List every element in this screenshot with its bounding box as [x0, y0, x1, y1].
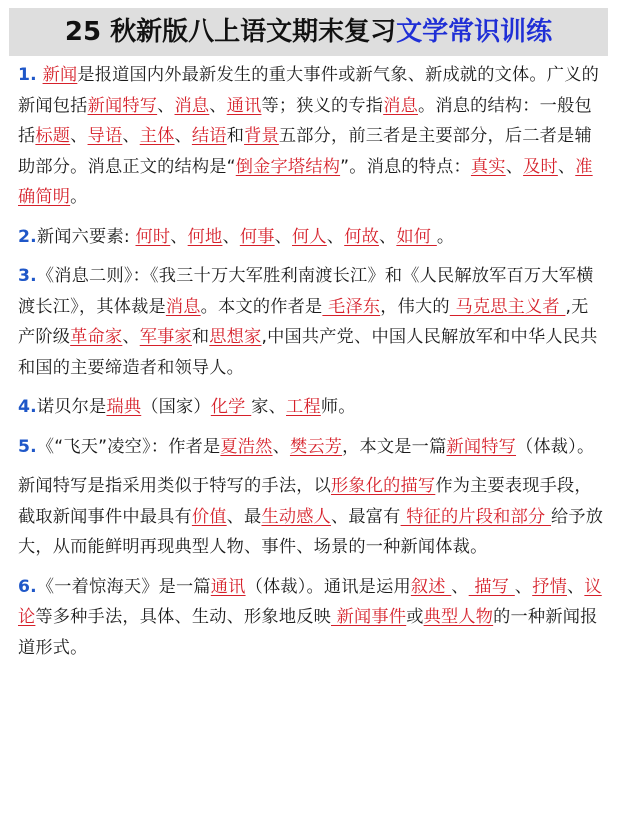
spacer — [18, 423, 604, 432]
answer: 革命家 — [70, 327, 123, 347]
text: ,无产阶级 — [18, 296, 589, 347]
text: （体裁）。 — [516, 436, 595, 457]
text: ”。消息的特点： — [340, 156, 471, 177]
answer: 消息 — [165, 296, 201, 317]
answer: 新闻 — [42, 65, 78, 85]
text: 或 — [406, 607, 424, 627]
section-number: 4. — [18, 397, 37, 417]
answer: 典型人物 — [423, 607, 494, 627]
spacer — [18, 252, 604, 261]
answer: 导语 — [87, 126, 123, 146]
answer: 新闻事件 — [330, 607, 407, 627]
answer: 特征的片段和部分 — [400, 506, 552, 527]
section-5 — [18, 432, 604, 463]
text: （体裁）。通讯是运用 — [245, 576, 411, 597]
text: 师。 — [320, 397, 356, 417]
text: 、 — [170, 226, 188, 247]
answer: 倒金字塔结构 — [235, 156, 341, 177]
answer: 消息 — [174, 95, 210, 116]
title-highlight: 文学常识训练 — [396, 17, 553, 47]
text: 。 — [436, 226, 455, 247]
answer: 新闻特写 — [446, 436, 517, 457]
text: 、 — [378, 226, 397, 247]
section-number: 2. — [18, 226, 37, 247]
answer: 描写 — [468, 576, 515, 597]
answer: 工程 — [286, 397, 321, 417]
text: 等多种手法，具体、生动、形象地反映 — [35, 607, 331, 627]
text: 新闻六要素: — [36, 226, 130, 247]
answer: 如何 — [396, 226, 437, 247]
answer: 抒情 — [532, 576, 567, 597]
text: 《消息二则》：《我三十万大军胜利南渡长江》和《人民解放军百万大军横渡长江》，其体裁是 — [18, 266, 594, 317]
section-2 — [18, 222, 604, 253]
answer: 通讯 — [210, 576, 246, 597]
answer: 形象化的描写 — [330, 476, 436, 496]
text: 、最富有 — [331, 506, 401, 527]
text: 《“飞天”凌空》：作者是 — [36, 436, 221, 457]
text: 、 — [122, 327, 140, 347]
answer: 化学 — [210, 397, 252, 417]
answer: 瑞典 — [106, 397, 142, 417]
page-title — [9, 8, 608, 56]
text: ，伟大的 — [380, 296, 450, 317]
spacer — [18, 563, 604, 572]
spacer — [18, 213, 604, 222]
text: 、 — [451, 576, 469, 597]
text: 新闻特写是指采用类似于特写的手法，以 — [18, 476, 331, 496]
answer: 通讯 — [226, 95, 262, 116]
answer: 思想家 — [209, 327, 262, 347]
section-5-explanation — [18, 471, 604, 563]
answer: 结语 — [191, 126, 227, 146]
answer: 背景 — [244, 126, 279, 146]
answer: 价值 — [191, 506, 227, 527]
answer: 准确简明 — [18, 156, 593, 207]
answer: 生动感人 — [261, 506, 332, 527]
answer: 议论 — [18, 576, 602, 627]
text: 、 — [70, 126, 88, 146]
text: ，本文是一篇 — [342, 436, 447, 457]
text: 、 — [514, 576, 533, 597]
text: 等；狭义的专指 — [261, 95, 384, 116]
text: 、 — [272, 436, 290, 457]
text: 给予放大，从而能鲜明再现典型人物、事件、场景的一种新闻体裁。 — [18, 506, 604, 557]
answer: 何时 — [135, 226, 171, 247]
answer: 樊云芳 — [289, 436, 343, 457]
text: 、 — [326, 226, 345, 247]
text: 《一着惊海天》是一篇 — [36, 576, 211, 597]
answer: 何人 — [292, 226, 327, 247]
section-number: 1. — [18, 65, 37, 85]
text: 、 — [505, 156, 524, 177]
spacer — [18, 383, 604, 392]
answer: 马克思主义者 — [449, 296, 566, 317]
text: 是报道国内外最新发生的重大事件或新气象、新成就的文体。广义的新闻包括 — [18, 65, 599, 116]
section-4 — [18, 392, 604, 423]
answer: 及时 — [523, 156, 558, 177]
worksheet-body — [18, 60, 604, 663]
spacer — [18, 462, 604, 471]
section-3 — [18, 261, 604, 383]
answer: 消息 — [383, 95, 418, 116]
text: 、 — [174, 126, 192, 146]
section-number: 3. — [18, 266, 37, 286]
text: 、 — [274, 226, 293, 247]
answer: 真实 — [470, 156, 506, 177]
answer: 何事 — [239, 226, 275, 247]
text: 诺贝尔是 — [36, 397, 107, 417]
title-main: 25 秋新版八上语文期末复习 — [64, 17, 397, 47]
answer: 军事家 — [139, 327, 192, 347]
answer: 主体 — [139, 126, 175, 146]
answer: 夏浩然 — [220, 436, 273, 457]
section-6 — [18, 572, 604, 664]
text: 、 — [157, 95, 175, 116]
text: 。本文的作者是 — [200, 296, 323, 317]
text: 家、 — [251, 397, 287, 417]
text: 。消息的结构：一般包括 — [18, 95, 592, 146]
text: 、 — [209, 95, 227, 116]
text: 作为主要表现手段，截取新闻事件中最具有 — [18, 476, 592, 527]
section-number: 6. — [18, 576, 37, 597]
text: 、 — [122, 126, 140, 146]
text: 、最 — [226, 506, 262, 527]
text: 、 — [557, 156, 576, 177]
text: 的一种新闻报道形式。 — [18, 607, 598, 658]
text: 、 — [222, 226, 240, 247]
answer: 何故 — [344, 226, 379, 247]
text: 和 — [191, 327, 210, 347]
text: ,中国共产党、中国人民解放军和中华人民共和国的主要缔造者和领导人。 — [18, 327, 598, 378]
text: （国家） — [141, 397, 211, 417]
answer: 标题 — [35, 126, 71, 146]
answer: 毛泽东 — [322, 296, 381, 317]
section-number: 5. — [18, 436, 37, 457]
answer: 新闻特写 — [87, 95, 158, 116]
answer: 叙述 — [410, 576, 452, 597]
text: 、 — [566, 576, 585, 597]
text: 和 — [226, 126, 245, 146]
answer: 何地 — [187, 226, 223, 247]
section-1 — [18, 60, 604, 213]
text: 。 — [70, 187, 88, 207]
text: 五部分，前三者是主要部分，后二者是辅助部分。消息正文的结构是“ — [18, 126, 592, 177]
